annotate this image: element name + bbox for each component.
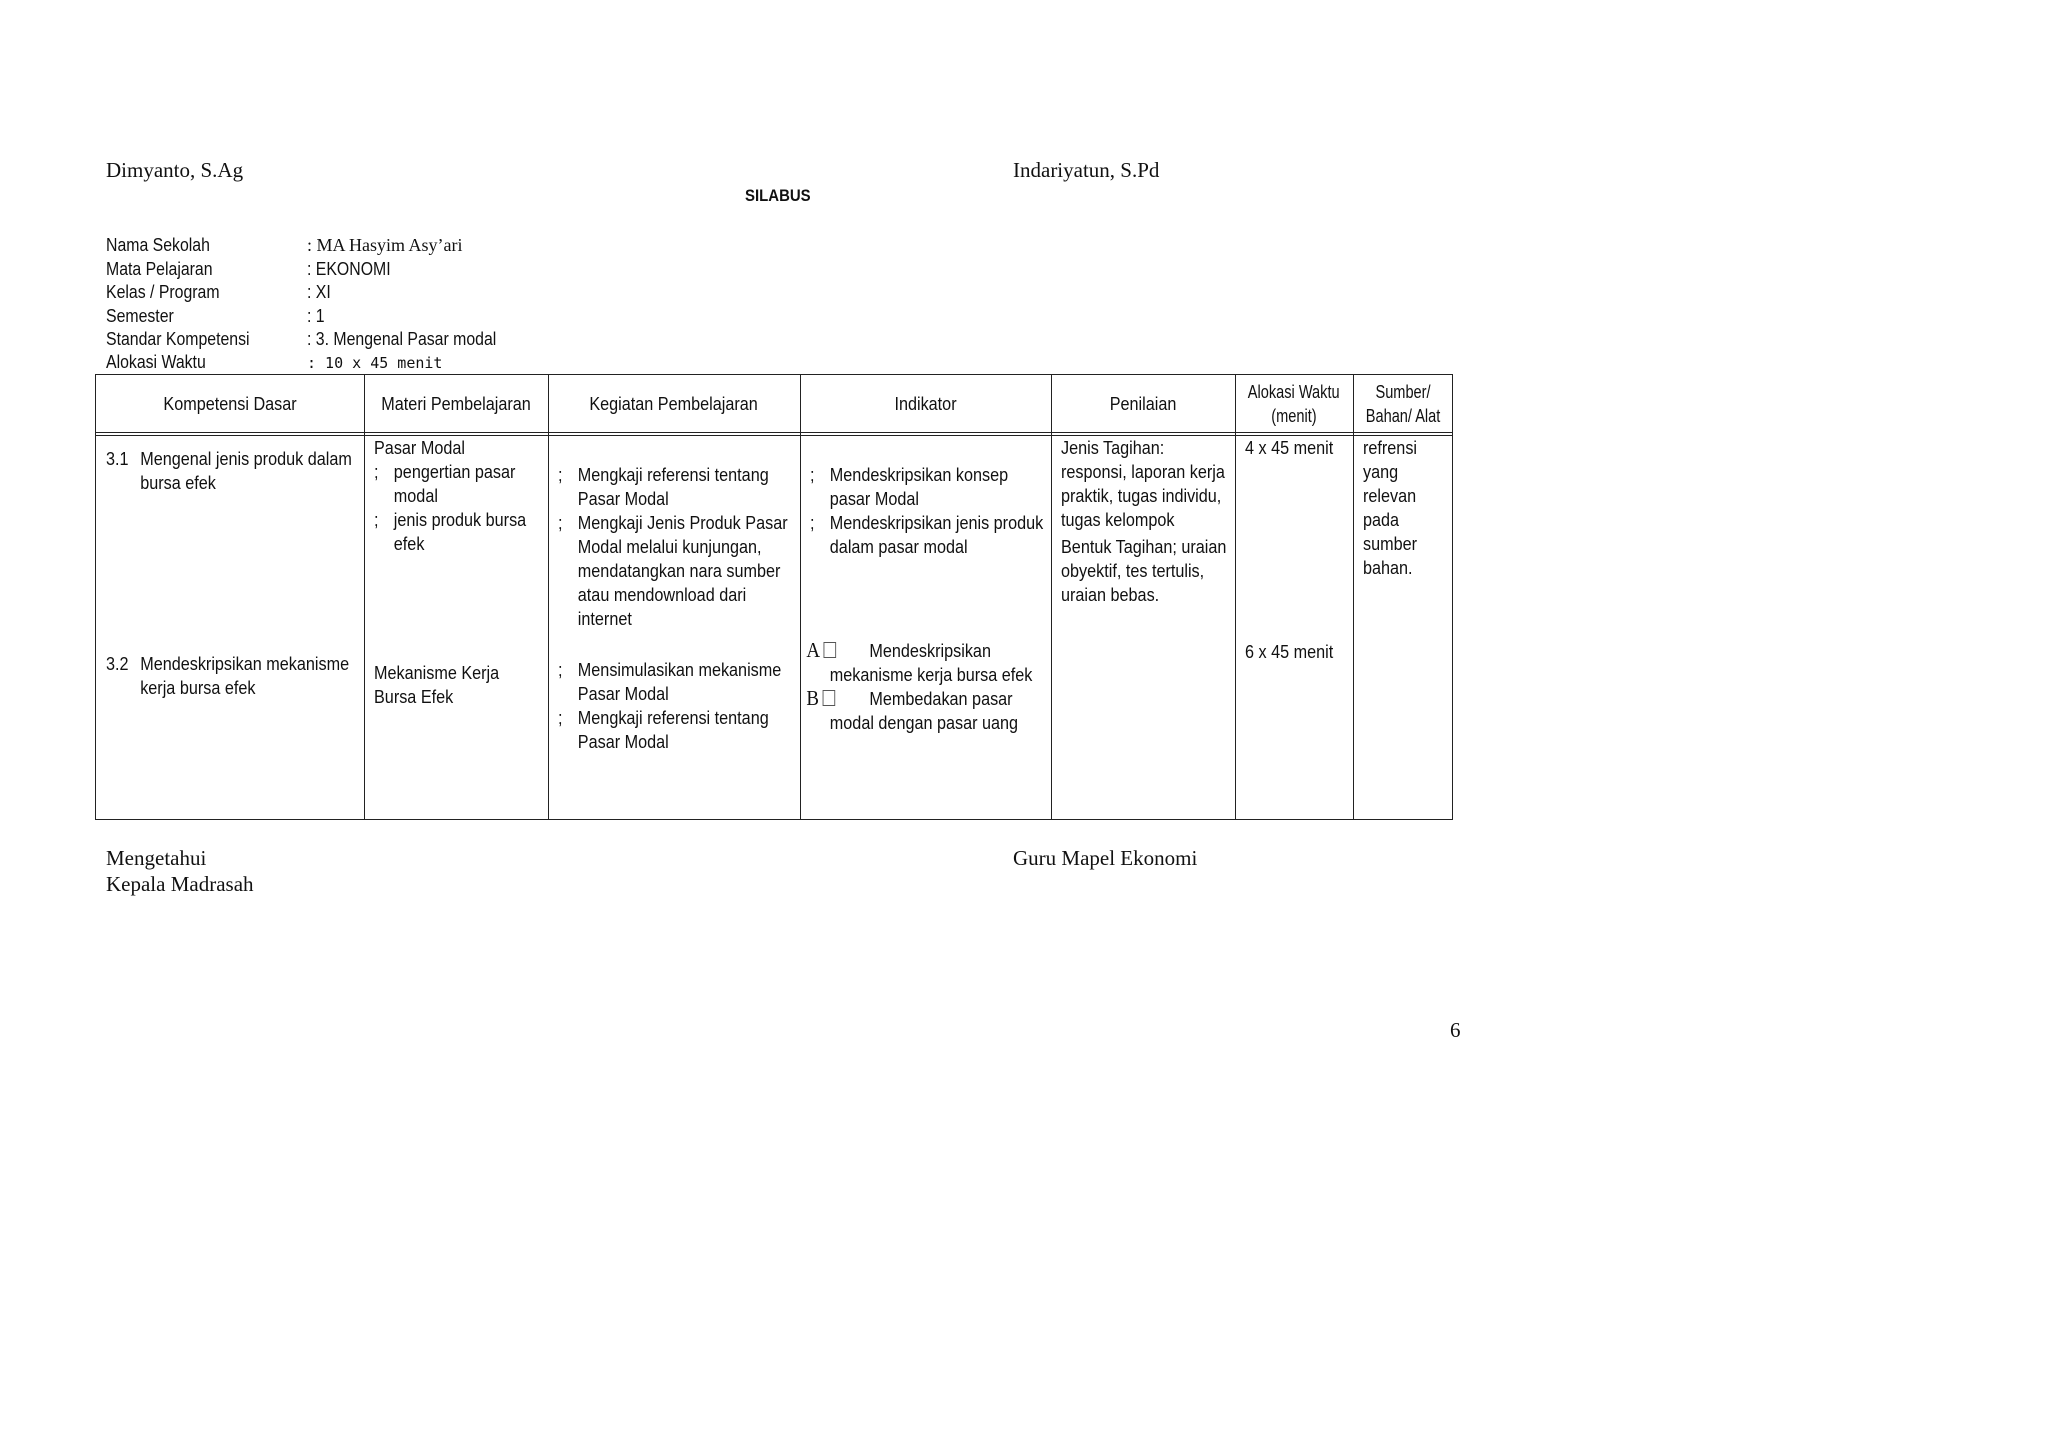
info-label-subject: Mata Pelajaran — [106, 259, 213, 279]
checkbox-glyph-icon — [823, 690, 836, 706]
materi-3-1 — [374, 436, 544, 556]
footer-teacher: Guru Mapel Ekonomi — [1013, 846, 1198, 870]
sumber: refrensi yang relevan pada sumber bahan. — [1363, 438, 1418, 578]
column-divider — [1353, 375, 1354, 819]
materi-3-2: Mekanisme Kerja Bursa Efek — [374, 663, 500, 707]
document-title: SILABUS — [745, 186, 811, 205]
column-divider — [364, 375, 365, 819]
list-item: ; Mensimulasikan mekanisme Pasar Modal — [558, 660, 782, 704]
materi-title: Pasar Modal — [374, 438, 465, 458]
list-item: ; Mengkaji referensi tentang Pasar Modal — [558, 708, 769, 752]
header-penilaian: Penilaian — [1109, 393, 1177, 414]
info-label-time: Alokasi Waktu — [106, 352, 206, 372]
indikator-3-1 — [810, 463, 1046, 559]
column-divider — [548, 375, 549, 819]
info-label-class: Kelas / Program — [106, 282, 220, 302]
alokasi-3-2: 6 x 45 menit — [1245, 642, 1334, 662]
info-value-competency: : 3. Mengenal Pasar modal — [307, 329, 497, 349]
list-item: ; jenis produk bursa efek — [374, 510, 527, 554]
list-item: ; pengertian pasar modal — [374, 462, 516, 506]
kegiatan-3-2 — [558, 658, 798, 754]
kd-number: 3.2 — [106, 654, 129, 674]
indikator-3-2 — [806, 638, 1050, 735]
list-item: ; Mengkaji Jenis Produk Pasar Modal melalui kunjungan, mendatangkan nara sumber atau mendownload dari internet — [558, 513, 788, 629]
info-value-class: : XI — [307, 282, 331, 302]
header-kompetensi: Kompetensi Dasar — [163, 393, 297, 414]
info-value-subject: : EKONOMI — [307, 259, 391, 279]
kegiatan-3-1 — [558, 463, 794, 631]
checkbox-glyph-icon — [824, 642, 837, 658]
header-indikator: Indikator — [894, 393, 957, 414]
alokasi-3-1: 4 x 45 menit — [1245, 438, 1334, 458]
header-sumber: Sumber/ Bahan/ Alat — [1366, 381, 1441, 426]
syllabus-table — [95, 374, 1453, 820]
header-alokasi: Alokasi Waktu (menit) — [1248, 381, 1340, 426]
list-item: ; Mengkaji referensi tentang Pasar Modal — [558, 465, 769, 509]
info-value-time: : 10 x 45 menit — [307, 354, 443, 372]
column-divider — [800, 375, 801, 819]
kd-number: 3.1 — [106, 449, 129, 469]
signatory-right-name: Indariyatun, S.Pd — [1013, 158, 1160, 182]
header-materi: Materi Pembelajaran — [381, 393, 531, 414]
list-item: ; Mendeskripsikan konsep pasar Modal — [810, 465, 1009, 509]
list-item: A Mendeskripsikan mekanisme kerja bursa efek — [806, 638, 1033, 685]
column-divider — [1051, 375, 1052, 819]
column-divider — [1235, 375, 1236, 819]
footer-headmaster: Kepala Madrasah — [106, 872, 254, 896]
penilaian — [1061, 436, 1231, 607]
kd-3-1 — [106, 447, 352, 495]
list-item: B Membedakan pasar modal dengan pasar uang — [806, 686, 1019, 733]
penilaian-jenis: Jenis Tagihan: responsi, laporan kerja praktik, tugas individu, tugas kelompok — [1061, 438, 1225, 530]
info-value-semester: : 1 — [307, 306, 325, 326]
info-label-competency: Standar Kompetensi — [106, 329, 250, 349]
info-value-school: : MA Hasyim Asy’ari — [307, 235, 463, 255]
penilaian-bentuk: Bentuk Tagihan; uraian obyektif, tes tertulis, uraian bebas. — [1061, 537, 1227, 605]
page-number: 6 — [1450, 1018, 1461, 1042]
info-label-school: Nama Sekolah — [106, 235, 210, 255]
list-item: ; Mendeskripsikan jenis produk dalam pasar modal — [810, 513, 1044, 557]
kd-text: Mengenal jenis produk dalam bursa efek — [140, 449, 352, 493]
header-divider — [96, 432, 1452, 433]
header-kegiatan: Kegiatan Pembelajaran — [589, 393, 759, 414]
signatory-left-name: Dimyanto, S.Ag — [106, 158, 244, 182]
kd-3-2 — [106, 652, 350, 700]
info-label-semester: Semester — [106, 306, 174, 326]
kd-text: Mendeskripsikan mekanisme kerja bursa efek — [140, 654, 350, 698]
footer-acknowledge: Mengetahui — [106, 846, 207, 870]
